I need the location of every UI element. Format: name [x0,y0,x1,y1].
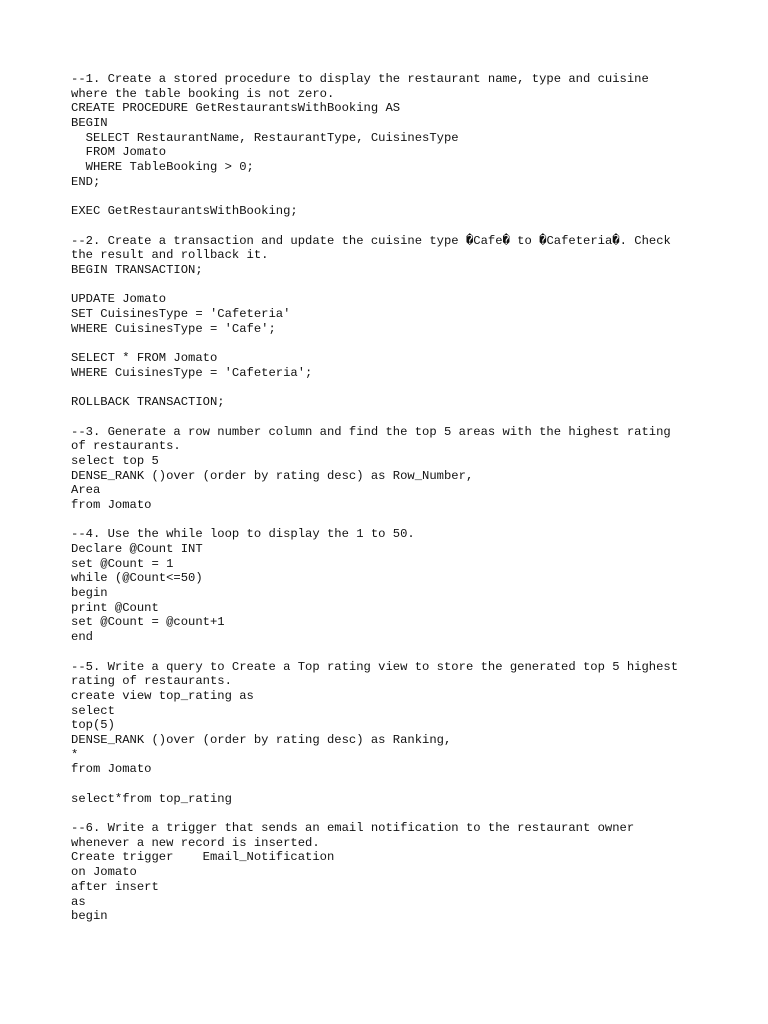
code-line: * [71,747,79,762]
code-line: FROM Jomato [71,145,167,160]
document-page [71,72,711,924]
code-line: print @Count [71,600,159,615]
code-line: Create trigger Email_Notification [71,850,335,865]
code-line: begin [71,586,108,601]
code-line: from Jomato [71,497,152,512]
code-line: --5. Write a query to Create a Top rating view to store the generated top 5 highest [71,659,679,674]
code-line: ROLLBACK TRANSACTION; [71,395,225,410]
blank-line [71,645,711,660]
code-line: --6. Write a trigger that sends an email notification to the restaurant owner [71,821,635,836]
code-line: --1. Create a stored procedure to display the restaurant name, type and cuisine [71,72,649,86]
code-line: CREATE PROCEDURE GetRestaurantsWithBooking AS [71,101,401,116]
code-line: DENSE_RANK ()over (order by rating desc) as Ranking, [71,732,452,747]
code-line: BEGIN [71,116,108,131]
blank-line [71,278,711,293]
blank-line [71,190,711,205]
code-line: --4. Use the while loop to display the 1 to 50. [71,527,415,542]
code-line: DENSE_RANK ()over (order by rating desc) as Row_Number, [71,468,474,483]
code-line: whenever a new record is inserted. [71,835,320,850]
blank-line [71,380,711,395]
blank-line [71,336,711,351]
code-line: on Jomato [71,865,137,880]
code-line: after insert [71,879,159,894]
code-line: --2. Create a transaction and update the cuisine type �Cafe� to �Cafeteria�. Check [71,233,671,248]
code-line: while (@Count<=50) [71,571,203,586]
code-line: where the table booking is not zero. [71,86,335,101]
code-line: select*from top_rating [71,791,232,806]
code-line: SELECT * FROM Jomato [71,351,218,366]
code-line: end [71,630,93,645]
code-line: UPDATE Jomato [71,292,167,307]
code-line: Declare @Count INT [71,542,203,556]
code-line: the result and rollback it. [71,248,269,263]
code-line: Area [71,483,101,498]
code-line: select [71,703,115,718]
code-line: EXEC GetRestaurantsWithBooking; [71,204,298,219]
code-line: BEGIN TRANSACTION; [71,262,203,277]
code-line: begin [71,909,108,924]
blank-line [71,219,711,234]
code-line: from Jomato [71,762,152,777]
code-line: of restaurants. [71,439,181,454]
code-line: END; [71,174,101,189]
code-line: WHERE TableBooking > 0; [71,160,254,175]
code-line: rating of restaurants. [71,674,232,689]
code-line: WHERE CuisinesType = 'Cafe'; [71,321,276,336]
code-line: create view top_rating as [71,688,254,703]
code-line: --3. Generate a row number column and find the top 5 areas with the highest rating [71,424,671,439]
blank-line [71,410,711,425]
code-line: SET CuisinesType = 'Cafeteria' [71,307,291,321]
blank-line [71,777,711,792]
code-line: select top 5 [71,453,159,468]
code-line: as [71,894,86,909]
code-line: top(5) [71,718,115,733]
code-line: SELECT RestaurantName, RestaurantType, CuisinesType [71,130,459,145]
blank-line [71,806,711,821]
code-line: set @Count = @count+1 [71,615,225,630]
blank-line [71,513,711,528]
code-line: set @Count = 1 [71,556,174,571]
code-line: WHERE CuisinesType = 'Cafeteria'; [71,365,313,380]
